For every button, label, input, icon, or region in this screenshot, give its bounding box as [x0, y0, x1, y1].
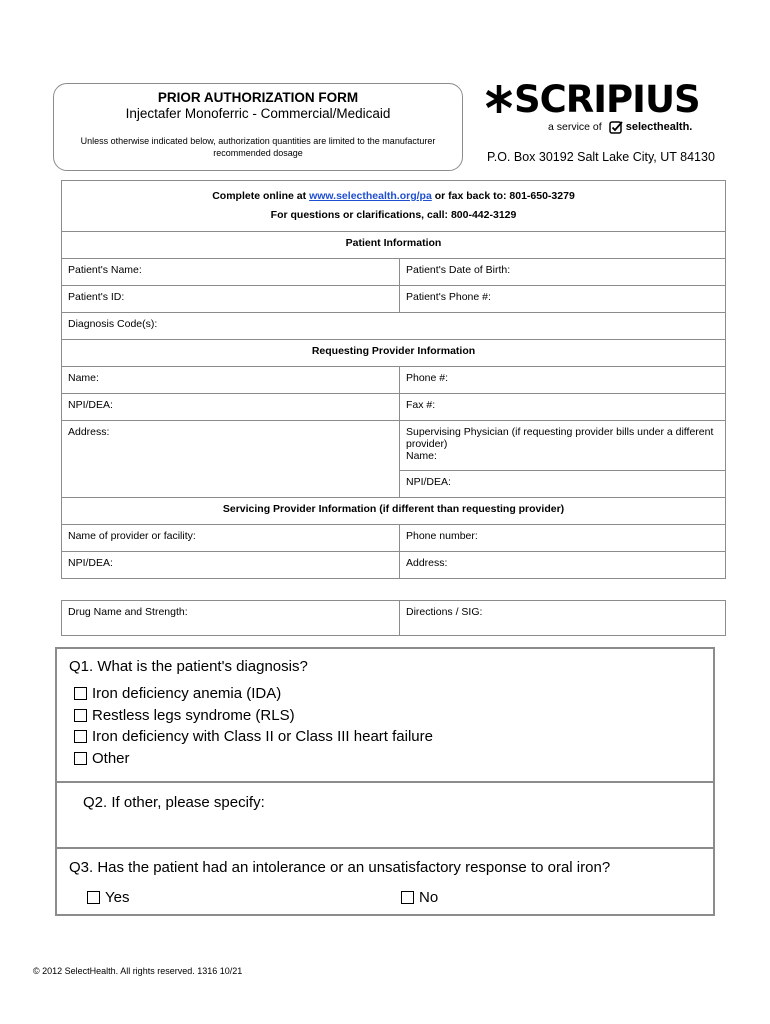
dosage-note: Unless otherwise indicated below, authorization quantities are limited to the manufacturer recommended dosage	[80, 136, 436, 158]
diagnosis-code-field[interactable]: Diagnosis Code(s):	[62, 313, 726, 340]
supervising-physician-label: Supervising Physician (if requesting provider bills under a different provider)	[406, 426, 714, 450]
drug-name-field[interactable]: Drug Name and Strength:	[62, 601, 400, 636]
scripius-logo	[486, 78, 706, 126]
requesting-npi-field[interactable]: NPI/DEA:	[62, 394, 400, 421]
question-1-options	[74, 683, 713, 769]
service-of-text: a service of	[548, 121, 602, 133]
patient-phone-field[interactable]: Patient's Phone #:	[400, 286, 726, 313]
question-2-box[interactable]	[55, 781, 715, 847]
contact-phone: For questions or clarifications, call: 800-442-3129	[270, 209, 517, 221]
servicing-name-field[interactable]: Name of provider or facility:	[62, 525, 400, 552]
servicing-npi-field[interactable]: NPI/DEA:	[62, 552, 400, 579]
requesting-provider-heading: Requesting Provider Information	[62, 340, 726, 367]
option-yes[interactable]	[87, 887, 129, 909]
form-subtitle: Injectafer Monoferric - Commercial/Medicaid	[125, 106, 391, 121]
question-1-box	[55, 647, 715, 781]
option-ida[interactable]	[74, 683, 713, 705]
supervising-npi-field[interactable]: NPI/DEA:	[400, 471, 726, 498]
contact-cell	[62, 181, 726, 232]
contact-prefix: Complete online at	[212, 190, 310, 202]
checkbox[interactable]	[74, 730, 87, 743]
selecthealth-check-icon	[609, 120, 623, 134]
option-heart-failure[interactable]	[74, 726, 713, 748]
brand-name: SCRIPIUS	[514, 78, 700, 121]
requesting-name-field[interactable]: Name:	[62, 367, 400, 394]
patient-info-heading: Patient Information	[62, 232, 726, 259]
directions-field[interactable]: Directions / SIG:	[400, 601, 726, 636]
requesting-phone-field[interactable]: Phone #:	[400, 367, 726, 394]
supervising-name-label: Name:	[406, 450, 437, 462]
checkbox[interactable]	[74, 709, 87, 722]
option-label: Other	[92, 749, 130, 767]
option-label: Yes	[105, 889, 130, 907]
question-2-text: Q2. If other, please specify:	[83, 794, 265, 811]
submission-link[interactable]: www.selecthealth.org/pa	[309, 190, 432, 202]
mailing-address: P.O. Box 30192 Salt Lake City, UT 84130	[487, 150, 715, 164]
asterisk-logo-icon	[486, 84, 512, 114]
checkbox[interactable]	[74, 687, 87, 700]
option-label: Restless legs syndrome (RLS)	[92, 706, 295, 724]
option-no[interactable]	[401, 887, 438, 909]
form-header-box	[53, 83, 463, 171]
option-label: Iron deficiency with Class II or Class III heart failure	[92, 728, 433, 746]
option-label: Iron deficiency anemia (IDA)	[92, 685, 282, 703]
servicing-phone-field[interactable]: Phone number:	[400, 525, 726, 552]
supervising-physician-cell[interactable]	[400, 421, 726, 471]
servicing-address-field[interactable]: Address:	[400, 552, 726, 579]
servicing-provider-heading: Servicing Provider Information (if different than requesting provider)	[62, 498, 726, 525]
requesting-fax-field[interactable]: Fax #:	[400, 394, 726, 421]
requesting-address-field[interactable]: Address:	[62, 421, 400, 498]
information-table	[61, 180, 726, 579]
checkbox[interactable]	[401, 891, 414, 904]
option-rls[interactable]	[74, 705, 713, 727]
patient-id-field[interactable]: Patient's ID:	[62, 286, 400, 313]
question-3-text: Q3. Has the patient had an intolerance or an unsatisfactory response to oral iron?	[69, 859, 611, 876]
option-other[interactable]	[74, 748, 713, 770]
checkbox[interactable]	[74, 752, 87, 765]
patient-dob-field[interactable]: Patient's Date of Birth:	[400, 259, 726, 286]
form-title: PRIOR AUTHORIZATION FORM	[157, 90, 359, 105]
patient-name-field[interactable]: Patient's Name:	[62, 259, 400, 286]
question-3-box	[55, 847, 715, 916]
service-of-line	[548, 120, 692, 134]
partner-name: selecthealth.	[625, 121, 693, 133]
copyright-footer: © 2012 SelectHealth. All rights reserved. 1316 10/21	[33, 966, 243, 976]
drug-table	[61, 600, 726, 636]
checkbox[interactable]	[87, 891, 100, 904]
option-label: No	[419, 889, 439, 907]
question-1-text: Q1. What is the patient's diagnosis?	[69, 658, 308, 675]
contact-fax: or fax back to: 801-650-3279	[431, 190, 575, 202]
